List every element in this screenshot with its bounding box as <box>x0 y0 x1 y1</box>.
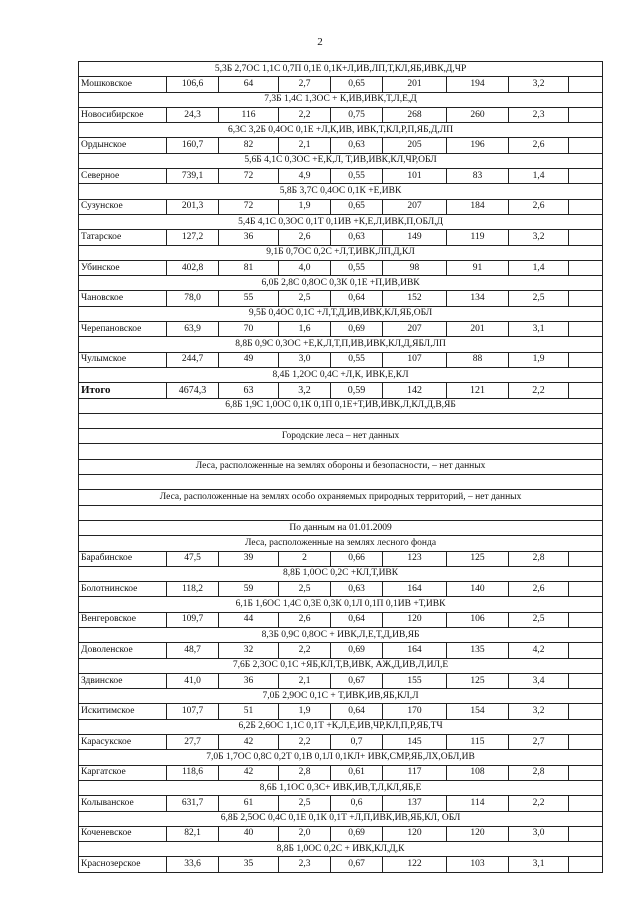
district-row <box>79 826 603 841</box>
blank-cell <box>569 765 603 780</box>
mean-class: 4,9 <box>279 169 331 184</box>
empty-cell <box>79 475 603 490</box>
mean-age: 164 <box>383 582 447 597</box>
mean-stock: 108 <box>447 765 509 780</box>
blank-cell <box>569 107 603 122</box>
composition-text: 9,1Б 0,7ОС 0,2С +Л,Т,ИВК,ЛП,Д,КЛ <box>79 245 603 260</box>
blank-cell <box>569 857 603 872</box>
mean-age: 207 <box>383 199 447 214</box>
growth: 2,3 <box>509 107 569 122</box>
composition-row <box>79 276 603 291</box>
mean-age: 170 <box>383 704 447 719</box>
stock-per-ha: 49 <box>219 352 279 367</box>
composition-text: 8,3Б 0,9С 0,8ОС + ИВК,Л,Е,Т,Д,ИВ,ЯБ <box>79 627 603 642</box>
stock-per-ha: 42 <box>219 735 279 750</box>
area-value: 244,7 <box>167 352 219 367</box>
composition-row <box>79 842 603 857</box>
district-name: Коченевское <box>79 826 167 841</box>
composition-text: 5,4Б 4,1С 0,3ОС 0,1Т 0,1ИВ +К,Е,Л,ИВК,П,ОБЛ,Д <box>79 214 603 229</box>
mean-class: 2,3 <box>279 857 331 872</box>
composition-row <box>79 459 603 474</box>
district-name: Итого <box>79 383 167 398</box>
mean-class: 1,6 <box>279 322 331 337</box>
composition-text: 7,3Б 1,4С 1,3ОС + К,ИВ,ИВК,Т,Л,Е,Д <box>79 92 603 107</box>
blank-cell <box>569 612 603 627</box>
mean-class: 2,2 <box>279 643 331 658</box>
mean-stock: 121 <box>447 383 509 398</box>
district-name: Чулымское <box>79 352 167 367</box>
mean-stock: 119 <box>447 230 509 245</box>
district-row <box>79 704 603 719</box>
blank-cell <box>569 291 603 306</box>
composition-row <box>79 367 603 382</box>
density: 0,7 <box>331 735 383 750</box>
district-name: Колыванское <box>79 796 167 811</box>
area-value: 27,7 <box>167 735 219 750</box>
composition-row <box>79 306 603 321</box>
growth: 2,8 <box>509 765 569 780</box>
density: 0,65 <box>331 199 383 214</box>
composition-row <box>79 520 603 535</box>
composition-row <box>79 398 603 413</box>
district-row <box>79 77 603 92</box>
density: 0,64 <box>331 291 383 306</box>
mean-class: 2,8 <box>279 765 331 780</box>
blank-cell <box>569 169 603 184</box>
district-name: Мошковское <box>79 77 167 92</box>
stock-per-ha: 42 <box>219 765 279 780</box>
stock-per-ha: 63 <box>219 383 279 398</box>
blank-cell <box>569 643 603 658</box>
composition-row <box>79 536 603 551</box>
area-value: 4674,3 <box>167 383 219 398</box>
blank-cell <box>569 322 603 337</box>
district-row <box>79 199 603 214</box>
mean-age: 122 <box>383 857 447 872</box>
density: 0,63 <box>331 138 383 153</box>
mean-stock: 134 <box>447 291 509 306</box>
blank-cell <box>569 352 603 367</box>
page-number: 2 <box>317 36 323 48</box>
mean-stock: 91 <box>447 260 509 275</box>
growth: 1,4 <box>509 169 569 184</box>
growth: 3,1 <box>509 857 569 872</box>
district-name: Черепановское <box>79 322 167 337</box>
density: 0,64 <box>331 704 383 719</box>
composition-text: 9,5Б 0,4ОС 0,1С +Л,Т,Д,ИВ,ИВК,КЛ,ЯБ,ОБЛ <box>79 306 603 321</box>
composition-text: 7,0Б 1,7ОС 0,8С 0,2Т 0,1В 0,1Л 0,1КЛ+ ИВК,СМР,ЯБ,ЛХ,ОБЛ,ИВ <box>79 750 603 765</box>
area-value: 106,6 <box>167 77 219 92</box>
growth: 2,6 <box>509 199 569 214</box>
area-value: 118,2 <box>167 582 219 597</box>
district-row <box>79 352 603 367</box>
composition-row <box>79 153 603 168</box>
blank-cell <box>569 826 603 841</box>
blank-cell <box>569 383 603 398</box>
growth: 1,4 <box>509 260 569 275</box>
area-value: 201,3 <box>167 199 219 214</box>
stock-per-ha: 64 <box>219 77 279 92</box>
mean-age: 101 <box>383 169 447 184</box>
stock-per-ha: 81 <box>219 260 279 275</box>
stock-per-ha: 40 <box>219 826 279 841</box>
district-name: Здвинское <box>79 673 167 688</box>
density: 0,61 <box>331 765 383 780</box>
district-row <box>79 138 603 153</box>
blank-cell <box>569 735 603 750</box>
stock-per-ha: 61 <box>219 796 279 811</box>
area-value: 631,7 <box>167 796 219 811</box>
stock-per-ha: 39 <box>219 551 279 566</box>
stock-per-ha: 72 <box>219 169 279 184</box>
area-value: 41,0 <box>167 673 219 688</box>
mean-class: 2,5 <box>279 291 331 306</box>
stock-per-ha: 116 <box>219 107 279 122</box>
blank-cell <box>569 551 603 566</box>
district-name: Каргатское <box>79 765 167 780</box>
composition-row <box>79 214 603 229</box>
composition-text: 5,8Б 3,7С 0,4ОС 0,1К +Е,ИВК <box>79 184 603 199</box>
density: 0,63 <box>331 582 383 597</box>
composition-text: 8,8Б 1,0ОС 0,2С +КЛ,Т,ИВК <box>79 566 603 581</box>
area-value: 739,1 <box>167 169 219 184</box>
composition-row <box>79 719 603 734</box>
composition-row <box>79 780 603 795</box>
growth: 3,2 <box>509 77 569 92</box>
area-value: 118,6 <box>167 765 219 780</box>
area-value: 402,8 <box>167 260 219 275</box>
mean-age: 207 <box>383 322 447 337</box>
district-name: Барабинское <box>79 551 167 566</box>
density: 0,67 <box>331 857 383 872</box>
area-value: 33,6 <box>167 857 219 872</box>
composition-row <box>79 689 603 704</box>
density: 0,69 <box>331 643 383 658</box>
density: 0,65 <box>331 77 383 92</box>
composition-row <box>79 245 603 260</box>
mean-class: 1,9 <box>279 704 331 719</box>
mean-stock: 140 <box>447 582 509 597</box>
mean-age: 205 <box>383 138 447 153</box>
blank-cell <box>569 582 603 597</box>
mean-age: 123 <box>383 551 447 566</box>
composition-text: 6,3С 3,2Б 0,4ОС 0,1Е +Л,К,ИВ, ИВК,Т,КЛ,Р,П,ЯБ,Д,ЛП <box>79 123 603 138</box>
area-value: 78,0 <box>167 291 219 306</box>
mean-class: 2,2 <box>279 107 331 122</box>
district-name: Ордынское <box>79 138 167 153</box>
mean-age: 117 <box>383 765 447 780</box>
district-row <box>79 643 603 658</box>
density: 0,63 <box>331 230 383 245</box>
district-name: Татарское <box>79 230 167 245</box>
composition-row <box>79 627 603 642</box>
composition-text: 8,8Б 0,9С 0,3ОС +Е,К,Л,Т,П,ИВ,ИВК,КЛ,Д,ЯБЛ,ЛП <box>79 337 603 352</box>
district-row <box>79 169 603 184</box>
forest-stock-table <box>78 61 603 873</box>
district-name: Доволенское <box>79 643 167 658</box>
district-row <box>79 673 603 688</box>
mean-age: 142 <box>383 383 447 398</box>
district-name: Венгеровское <box>79 612 167 627</box>
district-name: Карасукское <box>79 735 167 750</box>
blank-cell <box>569 673 603 688</box>
growth: 2,6 <box>509 138 569 153</box>
mean-age: 120 <box>383 612 447 627</box>
district-name: Убинское <box>79 260 167 275</box>
density: 0,59 <box>331 383 383 398</box>
density: 0,69 <box>331 826 383 841</box>
composition-text: 8,4Б 1,2ОС 0,4С +Л,К, ИВК,Е,КЛ <box>79 367 603 382</box>
blank-cell <box>569 230 603 245</box>
density: 0,55 <box>331 260 383 275</box>
growth: 2,6 <box>509 582 569 597</box>
district-row <box>79 765 603 780</box>
mean-age: 149 <box>383 230 447 245</box>
blank-cell <box>569 138 603 153</box>
mean-stock: 83 <box>447 169 509 184</box>
mean-age: 107 <box>383 352 447 367</box>
growth: 2,7 <box>509 735 569 750</box>
composition-text: Леса, расположенные на землях обороны и безопасности, – нет данных <box>79 459 603 474</box>
mean-age: 201 <box>383 77 447 92</box>
growth: 1,9 <box>509 352 569 367</box>
composition-row <box>79 490 603 505</box>
district-name: Сузунское <box>79 199 167 214</box>
composition-row <box>79 750 603 765</box>
density: 0,67 <box>331 673 383 688</box>
empty-cell <box>79 413 603 428</box>
mean-class: 2,6 <box>279 230 331 245</box>
mean-class: 2,1 <box>279 138 331 153</box>
district-row <box>79 582 603 597</box>
composition-text: 5,3Б 2,7ОС 1,1С 0,7П 0,1Е 0,1К+Л,ИВ,ЛП,Т,КЛ,ЯБ,ИВК,Д,ЧР <box>79 62 603 77</box>
mean-stock: 88 <box>447 352 509 367</box>
stock-per-ha: 59 <box>219 582 279 597</box>
blank-cell <box>569 77 603 92</box>
composition-text: 6,0Б 2,8С 0,8ОС 0,3К 0,1Е +П,ИВ,ИВК <box>79 276 603 291</box>
mean-class: 2 <box>279 551 331 566</box>
stock-per-ha: 51 <box>219 704 279 719</box>
area-value: 24,3 <box>167 107 219 122</box>
density: 0,55 <box>331 352 383 367</box>
mean-stock: 106 <box>447 612 509 627</box>
mean-class: 2,0 <box>279 826 331 841</box>
area-value: 127,2 <box>167 230 219 245</box>
mean-age: 268 <box>383 107 447 122</box>
stock-per-ha: 36 <box>219 230 279 245</box>
empty-row <box>79 413 603 428</box>
composition-text: 8,6Б 1,1ОС 0,3С+ ИВК,ИВ,Т,Л,КЛ,ЯБ,Е <box>79 780 603 795</box>
mean-age: 98 <box>383 260 447 275</box>
density: 0,6 <box>331 796 383 811</box>
mean-stock: 184 <box>447 199 509 214</box>
district-name: Болотнинское <box>79 582 167 597</box>
mean-class: 2,2 <box>279 735 331 750</box>
composition-text: 5,6Б 4,1С 0,3ОС +Е,К,Л, Т,ИВ,ИВК,КЛ,ЧР,ОБЛ <box>79 153 603 168</box>
composition-row <box>79 811 603 826</box>
mean-stock: 103 <box>447 857 509 872</box>
empty-cell <box>79 505 603 520</box>
composition-text: 7,6Б 2,3ОС 0,1С +ЯБ,КЛ,Т,В,ИВК, АЖ,Д,ИВ,Л,ИЛ,Е <box>79 658 603 673</box>
mean-stock: 201 <box>447 322 509 337</box>
empty-row <box>79 444 603 459</box>
district-row <box>79 551 603 566</box>
mean-age: 152 <box>383 291 447 306</box>
district-name: Искитимское <box>79 704 167 719</box>
district-row <box>79 291 603 306</box>
composition-text: 8,8Б 1,0ОС 0,2С + ИВК,КЛ,Д,К <box>79 842 603 857</box>
composition-text: Леса, расположенные на землях лесного фонда <box>79 536 603 551</box>
district-row <box>79 735 603 750</box>
mean-stock: 260 <box>447 107 509 122</box>
mean-class: 4,0 <box>279 260 331 275</box>
district-name: Краснозерское <box>79 857 167 872</box>
empty-row <box>79 505 603 520</box>
mean-stock: 194 <box>447 77 509 92</box>
mean-stock: 135 <box>447 643 509 658</box>
total-row <box>79 383 603 398</box>
composition-text: Леса, расположенные на землях особо охраняемых природных территорий, – нет данных <box>79 490 603 505</box>
district-name: Северное <box>79 169 167 184</box>
area-value: 47,5 <box>167 551 219 566</box>
mean-class: 1,9 <box>279 199 331 214</box>
growth: 2,2 <box>509 383 569 398</box>
composition-text: 6,8Б 2,5ОС 0,4С 0,1Е 0,1К 0,1Т +Л,П,ИВК,ИВ,ЯБ,КЛ, ОБЛ <box>79 811 603 826</box>
stock-per-ha: 82 <box>219 138 279 153</box>
mean-age: 164 <box>383 643 447 658</box>
growth: 2,5 <box>509 291 569 306</box>
mean-stock: 120 <box>447 826 509 841</box>
composition-row <box>79 123 603 138</box>
mean-stock: 114 <box>447 796 509 811</box>
area-value: 107,7 <box>167 704 219 719</box>
density: 0,55 <box>331 169 383 184</box>
density: 0,64 <box>331 612 383 627</box>
composition-row <box>79 658 603 673</box>
growth: 3,2 <box>509 704 569 719</box>
density: 0,66 <box>331 551 383 566</box>
growth: 3,0 <box>509 826 569 841</box>
composition-text: 7,0Б 2,9ОС 0,1С + Т,ИВК,ИВ,ЯБ,КЛ,Л <box>79 689 603 704</box>
mean-age: 137 <box>383 796 447 811</box>
stock-per-ha: 35 <box>219 857 279 872</box>
mean-class: 2,5 <box>279 796 331 811</box>
mean-class: 2,7 <box>279 77 331 92</box>
stock-per-ha: 32 <box>219 643 279 658</box>
district-name: Новосибирское <box>79 107 167 122</box>
composition-row <box>79 566 603 581</box>
blank-cell <box>569 260 603 275</box>
composition-row <box>79 597 603 612</box>
growth: 3,2 <box>509 230 569 245</box>
stock-per-ha: 72 <box>219 199 279 214</box>
area-value: 160,7 <box>167 138 219 153</box>
composition-text: 6,1Б 1,6ОС 1,4С 0,3Е 0,3К 0,1Л 0,1П 0,1ИВ +Т,ИВК <box>79 597 603 612</box>
mean-class: 2,1 <box>279 673 331 688</box>
blank-cell <box>569 199 603 214</box>
empty-row <box>79 475 603 490</box>
district-row <box>79 612 603 627</box>
district-row <box>79 107 603 122</box>
growth: 4,2 <box>509 643 569 658</box>
composition-text: 6,8Б 1,9С 1,0ОС 0,1К 0,1П 0,1Е+Т,ИВ,ИВК,Л,КЛ,Д,В,ЯБ <box>79 398 603 413</box>
mean-stock: 125 <box>447 551 509 566</box>
mean-stock: 196 <box>447 138 509 153</box>
mean-stock: 125 <box>447 673 509 688</box>
composition-text: По данным на 01.01.2009 <box>79 520 603 535</box>
mean-age: 120 <box>383 826 447 841</box>
district-row <box>79 857 603 872</box>
blank-cell <box>569 704 603 719</box>
district-row <box>79 322 603 337</box>
blank-cell <box>569 796 603 811</box>
mean-stock: 115 <box>447 735 509 750</box>
mean-class: 3,0 <box>279 352 331 367</box>
area-value: 109,7 <box>167 612 219 627</box>
district-name: Чановское <box>79 291 167 306</box>
growth: 2,2 <box>509 796 569 811</box>
growth: 3,1 <box>509 322 569 337</box>
composition-row <box>79 184 603 199</box>
stock-per-ha: 36 <box>219 673 279 688</box>
composition-row <box>79 429 603 444</box>
mean-age: 145 <box>383 735 447 750</box>
mean-class: 2,6 <box>279 612 331 627</box>
composition-row <box>79 337 603 352</box>
area-value: 63,9 <box>167 322 219 337</box>
stock-per-ha: 44 <box>219 612 279 627</box>
mean-stock: 154 <box>447 704 509 719</box>
growth: 2,5 <box>509 612 569 627</box>
composition-text: Городские леса – нет данных <box>79 429 603 444</box>
density: 0,75 <box>331 107 383 122</box>
growth: 3,4 <box>509 673 569 688</box>
district-row <box>79 230 603 245</box>
stock-per-ha: 55 <box>219 291 279 306</box>
mean-age: 155 <box>383 673 447 688</box>
composition-text: 6,2Б 2,6ОС 1,1С 0,1Т +К,Л,Е,ИВ,ЧР,КЛ,П,Р,ЯБ,ТЧ <box>79 719 603 734</box>
density: 0,69 <box>331 322 383 337</box>
district-row <box>79 260 603 275</box>
mean-class: 3,2 <box>279 383 331 398</box>
district-row <box>79 796 603 811</box>
area-value: 48,7 <box>167 643 219 658</box>
composition-row <box>79 92 603 107</box>
empty-cell <box>79 444 603 459</box>
composition-row <box>79 62 603 77</box>
growth: 2,8 <box>509 551 569 566</box>
mean-class: 2,5 <box>279 582 331 597</box>
area-value: 82,1 <box>167 826 219 841</box>
stock-per-ha: 70 <box>219 322 279 337</box>
